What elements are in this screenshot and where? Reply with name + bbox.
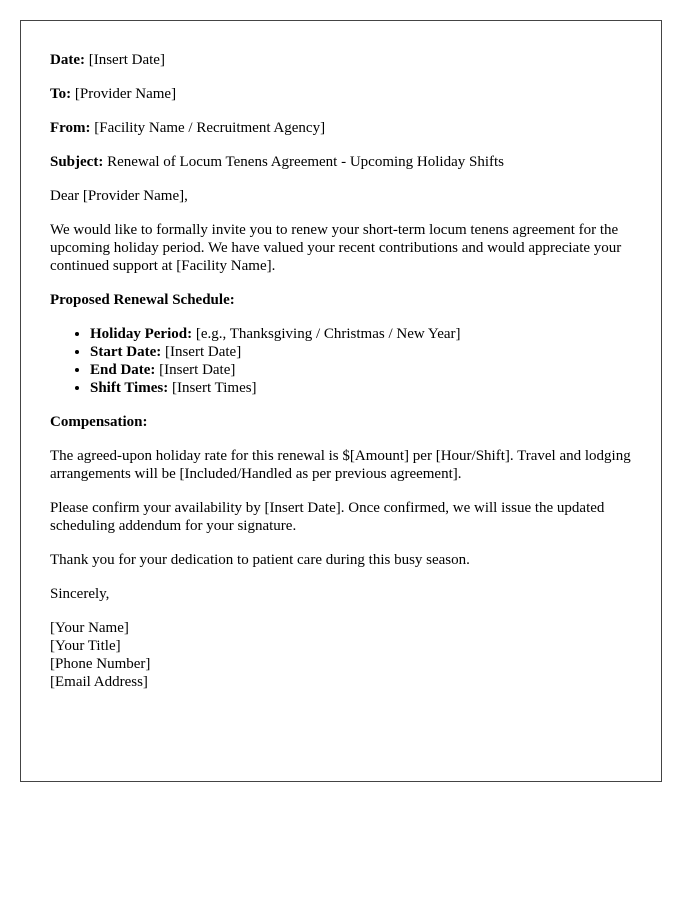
subject-value: Renewal of Locum Tenens Agreement - Upcoming Holiday Shifts xyxy=(107,154,504,170)
schedule-item-value: [e.g., Thanksgiving / Christmas / New Year] xyxy=(195,326,461,342)
signature-title: [Your Title] xyxy=(50,638,121,654)
letter-content xyxy=(50,51,642,691)
schedule-item-value: [Insert Date] xyxy=(159,362,236,378)
schedule-item-label: End Date: xyxy=(90,362,156,378)
thanks-paragraph: Thank you for your dedication to patient care during this busy season. xyxy=(50,552,470,568)
compensation-heading: Compensation: xyxy=(50,414,148,430)
confirm-paragraph: Please confirm your availability by [Insert Date]. Once confirmed, we will issue the updated scheduling addendum for your signature. xyxy=(50,500,605,534)
schedule-item-value: [Insert Date] xyxy=(164,344,242,360)
signature-email: [Email Address] xyxy=(50,674,148,690)
from-line xyxy=(50,119,642,137)
salutation: Dear [Provider Name], xyxy=(50,188,188,204)
to-label: To: xyxy=(50,86,72,102)
signature-name: [Your Name] xyxy=(50,620,129,636)
to-line xyxy=(50,85,642,103)
list-item xyxy=(90,325,642,343)
letter-page xyxy=(20,20,662,782)
schedule-item-value: [Insert Times] xyxy=(171,380,257,396)
schedule-heading: Proposed Renewal Schedule: xyxy=(50,292,235,308)
closing: Sincerely, xyxy=(50,586,110,602)
date-value: [Insert Date] xyxy=(88,52,165,68)
schedule-item-label: Holiday Period: xyxy=(90,326,193,342)
signature-block xyxy=(50,619,642,691)
schedule-item-label: Start Date: xyxy=(90,344,162,360)
schedule-list xyxy=(50,325,642,397)
intro-paragraph: We would like to formally invite you to renew your short-term locum tenens agreement for the upcoming holiday period. We have valued your recent contributions and would appreciate your continued support at [Facility Name]. xyxy=(50,222,622,274)
to-value: [Provider Name] xyxy=(74,86,177,102)
list-item xyxy=(90,343,642,361)
list-item xyxy=(90,361,642,379)
signature-phone: [Phone Number] xyxy=(50,656,151,672)
from-value: [Facility Name / Recruitment Agency] xyxy=(94,120,326,136)
list-item xyxy=(90,379,642,397)
date-line xyxy=(50,51,642,69)
subject-line xyxy=(50,153,642,171)
subject-label: Subject: xyxy=(50,154,104,170)
schedule-item-label: Shift Times: xyxy=(90,380,169,396)
compensation-paragraph: The agreed-upon holiday rate for this renewal is $[Amount] per [Hour/Shift]. Travel and lodging arrangements will be [Included/Handled as per previous agreement]. xyxy=(50,448,631,482)
from-label: From: xyxy=(50,120,91,136)
date-label: Date: xyxy=(50,52,85,68)
